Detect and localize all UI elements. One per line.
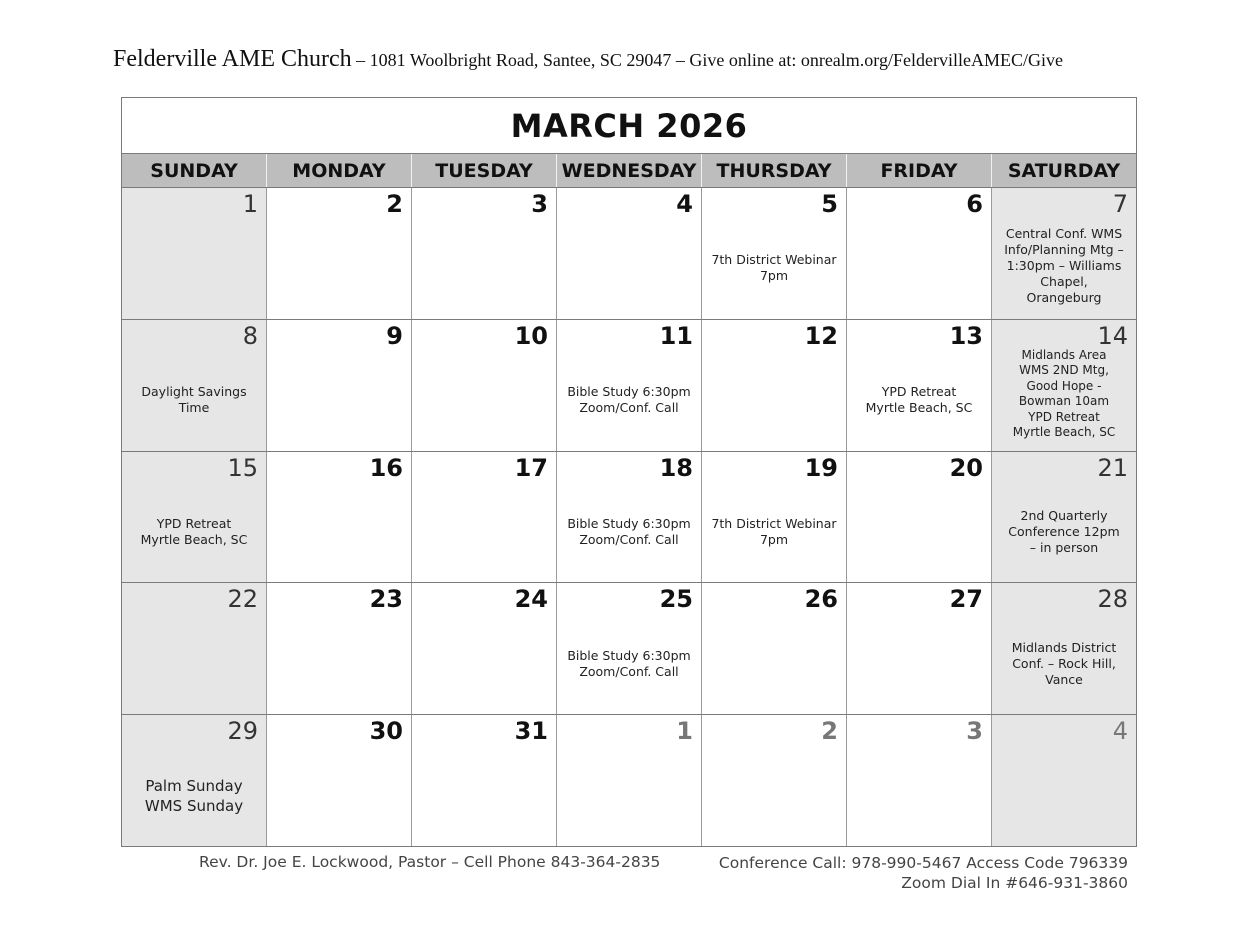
- calendar-day-cell[interactable]: [847, 320, 992, 451]
- day-number: 30: [369, 717, 403, 746]
- event-text: Daylight Savings Time: [141, 384, 247, 416]
- calendar-day-cell[interactable]: [992, 188, 1136, 319]
- day-events: [561, 617, 697, 710]
- day-events: [996, 348, 1132, 447]
- calendar-day-cell[interactable]: [992, 452, 1136, 583]
- event-text: 7th District Webinar 7pm: [711, 252, 837, 284]
- day-number: 4: [1112, 717, 1128, 746]
- day-events: [706, 222, 842, 315]
- event-text: 7th District Webinar 7pm: [711, 515, 837, 547]
- day-number: 8: [242, 321, 258, 350]
- calendar-day-cell[interactable]: [122, 715, 267, 846]
- day-events: [996, 226, 1132, 315]
- calendar-day-cell[interactable]: [267, 188, 412, 319]
- day-number: 3: [966, 717, 983, 746]
- dow-sunday: SUNDAY: [122, 154, 267, 187]
- calendar-day-cell[interactable]: [557, 583, 702, 714]
- event-text: YPD Retreat Myrtle Beach, SC: [140, 515, 248, 547]
- day-number: 25: [659, 585, 693, 614]
- day-number: 12: [804, 321, 838, 350]
- day-number: 18: [659, 453, 693, 482]
- day-number: 26: [804, 585, 838, 614]
- calendar-day-cell[interactable]: [267, 320, 412, 451]
- footer-zoom-dial-in: Zoom Dial In #646-931-3860: [901, 874, 1128, 892]
- calendar-title: MARCH 2026: [510, 106, 748, 145]
- event-text: Central Conf. WMS Info/Planning Mtg – 1:30pm – Williams Chapel, Orangeburg: [1004, 226, 1124, 305]
- calendar-day-cell[interactable]: [412, 452, 557, 583]
- event-text: Palm Sunday WMS Sunday: [144, 776, 244, 815]
- day-number: 29: [227, 717, 258, 746]
- dow-monday: MONDAY: [267, 154, 412, 187]
- event-text: Bible Study 6:30pm Zoom/Conf. Call: [567, 647, 691, 679]
- calendar-day-cell[interactable]: [267, 452, 412, 583]
- calendar-weeks: [122, 188, 1136, 846]
- calendar-day-cell[interactable]: [557, 320, 702, 451]
- calendar-day-cell[interactable]: [412, 715, 557, 846]
- calendar-day-cell[interactable]: [122, 188, 267, 319]
- day-events: [561, 354, 697, 447]
- calendar-day-cell[interactable]: [702, 188, 847, 319]
- calendar-day-cell[interactable]: [122, 320, 267, 451]
- dow-thursday: THURSDAY: [702, 154, 847, 187]
- day-number: 3: [531, 190, 548, 218]
- calendar-day-cell[interactable]: [847, 452, 992, 583]
- event-text: YPD Retreat Myrtle Beach, SC: [865, 384, 973, 416]
- calendar-week: [122, 188, 1136, 320]
- event-text: Midlands Area WMS 2ND Mtg, Good Hope - Bowman 10am YPD Retreat Myrtle Beach, SC: [1012, 347, 1116, 440]
- calendar-day-cell[interactable]: [412, 583, 557, 714]
- dow-tuesday: TUESDAY: [412, 154, 557, 187]
- day-number: 20: [949, 453, 983, 482]
- day-events: [996, 617, 1132, 710]
- footer-call-info: [719, 853, 1128, 893]
- day-number: 28: [1097, 585, 1128, 614]
- day-events: [126, 354, 262, 447]
- day-events: [126, 486, 262, 579]
- dow-saturday: SATURDAY: [1007, 159, 1121, 182]
- day-number: 11: [659, 321, 693, 350]
- day-events: [126, 749, 262, 842]
- calendar-day-cell[interactable]: [702, 320, 847, 451]
- calendar-week: [122, 715, 1136, 846]
- calendar-week: [122, 583, 1136, 715]
- day-number: 6: [966, 190, 983, 218]
- day-number: 16: [369, 453, 403, 482]
- calendar-day-cell[interactable]: [847, 583, 992, 714]
- day-number: 24: [514, 585, 548, 614]
- day-number: 7: [1112, 190, 1128, 218]
- calendar-week: [122, 320, 1136, 452]
- day-number: 27: [949, 585, 983, 614]
- calendar-day-cell[interactable]: [122, 452, 267, 583]
- day-events: [851, 354, 987, 447]
- dow-wednesday: WEDNESDAY: [557, 154, 702, 187]
- church-header: [113, 46, 1193, 73]
- calendar-day-cell[interactable]: [847, 188, 992, 319]
- day-events: [706, 486, 842, 579]
- calendar-day-cell[interactable]: [992, 715, 1136, 846]
- day-number: 5: [821, 190, 838, 218]
- calendar-day-cell[interactable]: [412, 320, 557, 451]
- day-number: 2: [821, 717, 838, 746]
- footer-pastor-contact: Rev. Dr. Joe E. Lockwood, Pastor – Cell Phone 843-364-2835: [199, 853, 661, 871]
- church-address-giving: – 1081 Woolbright Road, Santee, SC 29047 – Give online at: onrealm.org/FeldervilleAMEC/Give: [351, 50, 1063, 70]
- day-number: 1: [676, 717, 693, 746]
- day-of-week-header: [122, 154, 1136, 188]
- day-events: [996, 486, 1132, 579]
- day-number: 14: [1097, 321, 1128, 350]
- calendar-day-cell[interactable]: [702, 452, 847, 583]
- day-number: 21: [1097, 453, 1128, 482]
- event-text: Midlands District Conf. – Rock Hill, Vance: [1011, 639, 1117, 687]
- day-number: 1: [242, 190, 258, 218]
- calendar-day-cell[interactable]: [847, 715, 992, 846]
- day-number: 9: [386, 321, 403, 350]
- event-text: Bible Study 6:30pm Zoom/Conf. Call: [567, 384, 691, 416]
- event-text: 2nd Quarterly Conference 12pm – in person: [1008, 507, 1120, 555]
- day-number: 13: [949, 321, 983, 350]
- event-text: Bible Study 6:30pm Zoom/Conf. Call: [567, 515, 691, 547]
- day-number: 4: [676, 190, 693, 218]
- church-name: Felderville AME Church: [113, 46, 352, 72]
- footer-conference-call: Conference Call: 978-990-5467 Access Code 796339: [718, 854, 1128, 872]
- calendar-day-cell[interactable]: [557, 188, 702, 319]
- calendar: [121, 97, 1137, 847]
- day-number: 23: [369, 585, 403, 614]
- calendar-day-cell[interactable]: [702, 583, 847, 714]
- calendar-day-cell[interactable]: [122, 583, 267, 714]
- day-number: 15: [227, 453, 258, 482]
- dow-friday: FRIDAY: [847, 154, 992, 187]
- calendar-day-cell[interactable]: [557, 452, 702, 583]
- day-events: [561, 486, 697, 579]
- day-number: 10: [514, 321, 548, 350]
- day-number: 2: [386, 190, 403, 218]
- calendar-day-cell[interactable]: [992, 583, 1136, 714]
- calendar-day-cell[interactable]: [992, 320, 1136, 451]
- day-number: 17: [514, 453, 548, 482]
- calendar-day-cell[interactable]: [702, 715, 847, 846]
- calendar-day-cell[interactable]: [267, 583, 412, 714]
- day-number: 31: [514, 717, 548, 746]
- calendar-day-cell[interactable]: [412, 188, 557, 319]
- calendar-title-row: [122, 98, 1136, 154]
- calendar-day-cell[interactable]: [267, 715, 412, 846]
- day-number: 22: [227, 585, 258, 614]
- day-number: 19: [804, 453, 838, 482]
- calendar-week: [122, 452, 1136, 584]
- calendar-day-cell[interactable]: [557, 715, 702, 846]
